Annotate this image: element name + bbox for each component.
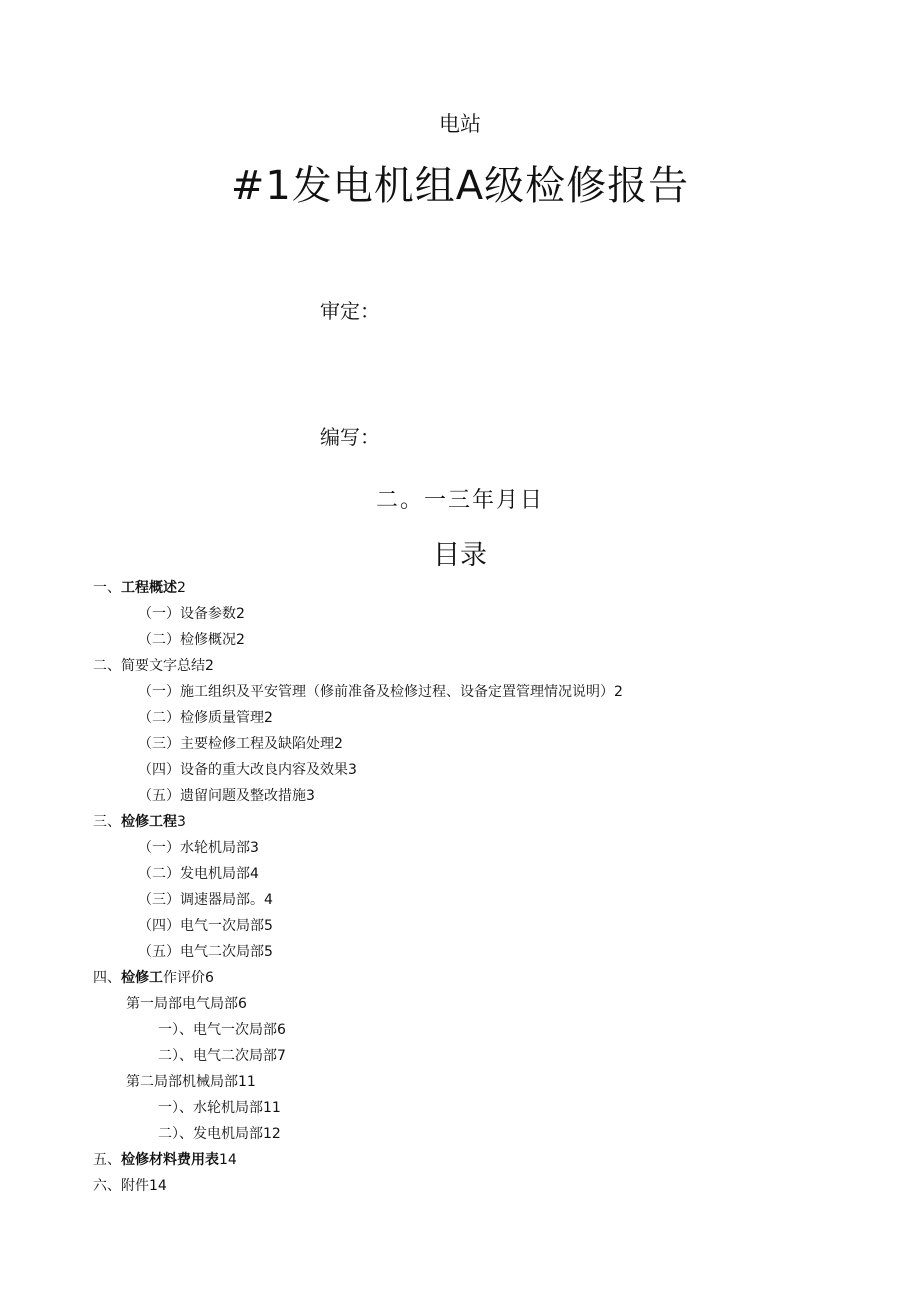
- toc-entry-title: 发电机局部: [180, 866, 250, 882]
- toc-entry-prefix: 二）、: [158, 1048, 193, 1064]
- toc-entry-prefix: （一）: [138, 684, 180, 700]
- toc-entry-page: 3: [250, 840, 259, 856]
- toc-entry[interactable]: [158, 1043, 286, 1069]
- toc-entry-page: 5: [264, 918, 273, 934]
- toc-entry-prefix: 一、: [93, 580, 121, 596]
- toc-entry-title: 附件: [121, 1178, 149, 1194]
- toc-entry-prefix: （四）: [138, 762, 180, 778]
- toc-entry[interactable]: [138, 731, 343, 757]
- toc-entry-title: 第二局部机械局部: [126, 1074, 238, 1090]
- report-date: 二。一三年月日: [375, 488, 544, 513]
- toc-entry-page: 6: [277, 1022, 286, 1038]
- toc-entry[interactable]: [158, 1095, 281, 1121]
- toc-entry-title-bold: 工程概述: [121, 580, 177, 596]
- toc-entry[interactable]: [138, 601, 245, 627]
- toc-entry-title: 检修概况: [180, 632, 236, 648]
- toc-entry-page: 2: [334, 736, 343, 752]
- toc-entry-prefix: 二、: [93, 658, 121, 674]
- toc-entry[interactable]: [138, 835, 259, 861]
- toc-entry-page: 12: [263, 1126, 281, 1142]
- toc-entry-page: 4: [264, 892, 273, 908]
- toc-entry-prefix: （二）: [138, 710, 180, 726]
- toc-entry[interactable]: [138, 783, 315, 809]
- toc-entry-page: 5: [264, 944, 273, 960]
- toc-entry[interactable]: [93, 1173, 167, 1199]
- toc-entry[interactable]: [93, 575, 186, 601]
- toc-entry-page: 14: [149, 1178, 167, 1194]
- toc-entry-prefix: 一）、: [158, 1022, 193, 1038]
- toc-entry-page: 3: [306, 788, 315, 804]
- toc-entry-title: 简要文字总结: [121, 658, 205, 674]
- toc-entry[interactable]: [138, 627, 245, 653]
- toc-entry-title: 调速器局部。: [180, 892, 264, 908]
- toc-entry-title: 发电机局部: [193, 1126, 263, 1142]
- toc-entry-page: 3: [177, 814, 186, 830]
- toc-entry-page: 14: [219, 1152, 237, 1168]
- toc-entry-title: 施工组织及平安管理（修前准备及检修过程、设备定置管理情况说明）: [180, 684, 614, 700]
- toc-entry[interactable]: [138, 679, 623, 705]
- toc-entry-title: 检修质量管理: [180, 710, 264, 726]
- station-name: 电站: [439, 112, 481, 136]
- toc-entry-page: 2: [177, 580, 186, 596]
- toc-entry-prefix: 六、: [93, 1178, 121, 1194]
- toc-entry-title: 主要检修工程及缺陷处理: [180, 736, 334, 752]
- toc-entry-title: 设备的重大改良内容及效果: [180, 762, 348, 778]
- toc-entry[interactable]: [93, 965, 214, 991]
- toc-entry[interactable]: [138, 913, 273, 939]
- toc-entry[interactable]: [158, 1121, 281, 1147]
- toc-entry-prefix: 一）、: [158, 1100, 193, 1116]
- toc-entry-page: 2: [236, 606, 245, 622]
- toc-entry-prefix: 二）、: [158, 1126, 193, 1142]
- toc-entry-prefix: （五）: [138, 944, 180, 960]
- document-title: #1发电机组A级检修报告: [230, 163, 690, 209]
- toc-entry-title: 电气二次局部: [193, 1048, 277, 1064]
- toc-entry[interactable]: [93, 653, 214, 679]
- toc-entry-title: 作评价: [163, 970, 205, 986]
- toc-entry-title: 遗留问题及整改措施: [180, 788, 306, 804]
- toc-entry-page: 4: [250, 866, 259, 882]
- toc-entry[interactable]: [138, 757, 357, 783]
- compiled-by-label: 编写：: [320, 425, 380, 449]
- toc-entry[interactable]: [138, 861, 259, 887]
- toc-entry[interactable]: [138, 887, 273, 913]
- toc-entry-page: 2: [236, 632, 245, 648]
- approved-by-label: 审定：: [320, 299, 380, 323]
- toc-entry-title: 水轮机局部: [193, 1100, 263, 1116]
- toc-entry-title: 电气一次局部: [180, 918, 264, 934]
- toc-entry-page: 2: [614, 684, 623, 700]
- toc-entry-prefix: （三）: [138, 736, 180, 752]
- toc-entry-prefix: 四、: [93, 970, 121, 986]
- toc-entry-title-bold: 检修工程: [121, 814, 177, 830]
- toc-entry-prefix: （四）: [138, 918, 180, 934]
- toc-entry-title: 水轮机局部: [180, 840, 250, 856]
- toc-entry-page: 2: [205, 658, 214, 674]
- toc-entry-title: 电气二次局部: [180, 944, 264, 960]
- toc-entry-prefix: （二）: [138, 632, 180, 648]
- toc-entry-page: 2: [264, 710, 273, 726]
- toc-entry-prefix: 三、: [93, 814, 121, 830]
- toc-entry-page: 11: [238, 1074, 256, 1090]
- toc-entry-title-bold: 检修工: [121, 970, 163, 986]
- toc-entry-prefix: 五、: [93, 1152, 121, 1168]
- toc-entry[interactable]: [126, 991, 247, 1017]
- toc-entry[interactable]: [126, 1069, 256, 1095]
- toc-entry-prefix: （一）: [138, 606, 180, 622]
- toc-entry-page: 7: [277, 1048, 286, 1064]
- toc-entry-page: 11: [263, 1100, 281, 1116]
- toc-entry-prefix: （五）: [138, 788, 180, 804]
- toc-entry-title: 第一局部电气局部: [126, 996, 238, 1012]
- toc-entry-page: 6: [205, 970, 214, 986]
- toc-entry-prefix: （一）: [138, 840, 180, 856]
- toc-entry-page: 3: [348, 762, 357, 778]
- toc-entry-title-bold: 检修材料费用表: [121, 1152, 219, 1168]
- toc-entry[interactable]: [93, 1147, 237, 1173]
- toc-entry-title: 设备参数: [180, 606, 236, 622]
- toc-entry[interactable]: [138, 939, 273, 965]
- toc-entry-title: 电气一次局部: [193, 1022, 277, 1038]
- toc-entry-prefix: （二）: [138, 866, 180, 882]
- toc-entry-page: 6: [238, 996, 247, 1012]
- toc-entry[interactable]: [93, 809, 186, 835]
- toc-entry[interactable]: [158, 1017, 286, 1043]
- toc-heading: 目录: [433, 540, 487, 571]
- toc-entry-prefix: （三）: [138, 892, 180, 908]
- toc-entry[interactable]: [138, 705, 273, 731]
